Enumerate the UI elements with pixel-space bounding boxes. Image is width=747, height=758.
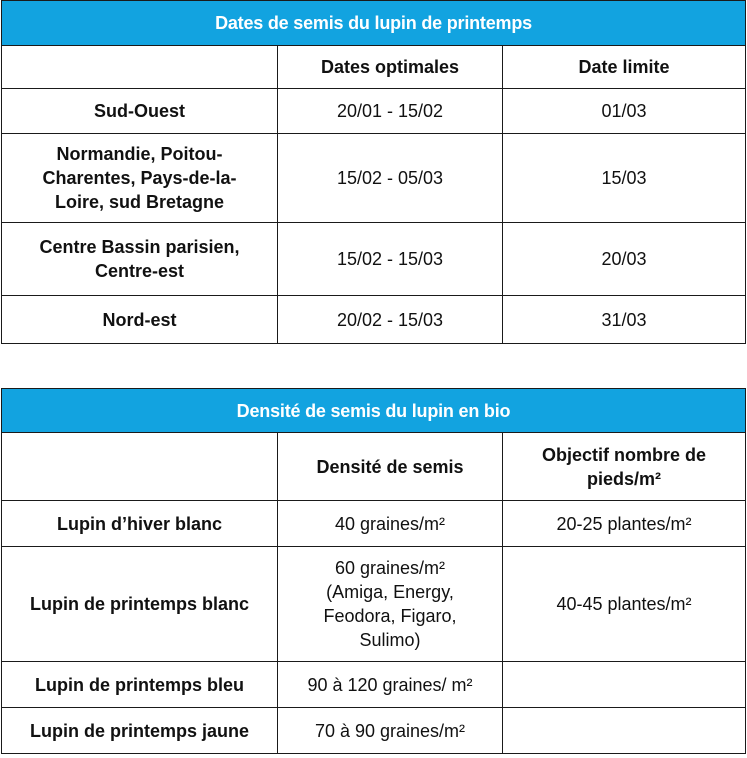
lupin-type-cell: Lupin de printemps jaune	[2, 708, 278, 754]
region-cell: Nord-est	[2, 296, 278, 344]
header-density: Densité de semis	[278, 433, 503, 501]
region-cell: Normandie, Poitou-Charentes, Pays-de-la-Loire, sud Bretagne	[2, 134, 278, 223]
table-row	[2, 662, 746, 708]
lupin-type-cell: Lupin de printemps blanc	[2, 547, 278, 662]
lupin-type-cell: Lupin d’hiver blanc	[2, 501, 278, 547]
header-empty	[2, 46, 278, 89]
limit-date-cell: 01/03	[503, 89, 746, 134]
region-cell: Centre Bassin parisien, Centre-est	[2, 223, 278, 296]
region-cell: Sud-Ouest	[2, 89, 278, 134]
target-cell: 20-25 plantes/m²	[503, 501, 746, 547]
header-empty	[2, 433, 278, 501]
header-limit-date: Date limite	[503, 46, 746, 89]
table-row	[2, 223, 746, 296]
limit-date-cell: 15/03	[503, 134, 746, 223]
density-cell: 70 à 90 graines/m²	[278, 708, 503, 754]
optimal-dates-cell: 15/02 - 15/03	[278, 223, 503, 296]
sowing-dates-table	[1, 0, 746, 344]
density-cell: 40 graines/m²	[278, 501, 503, 547]
header-optimal-dates: Dates optimales	[278, 46, 503, 89]
density-cell: 60 graines/m² (Amiga, Energy, Feodora, Figaro, Sulimo)	[278, 547, 503, 662]
table-row	[2, 547, 746, 662]
sowing-density-table	[1, 388, 746, 754]
table-title: Dates de semis du lupin de printemps	[2, 1, 746, 46]
target-cell: 40-45 plantes/m²	[503, 547, 746, 662]
optimal-dates-cell: 20/01 - 15/02	[278, 89, 503, 134]
table-row	[2, 89, 746, 134]
table-row	[2, 296, 746, 344]
table-row	[2, 134, 746, 223]
optimal-dates-cell: 15/02 - 05/03	[278, 134, 503, 223]
limit-date-cell: 31/03	[503, 296, 746, 344]
target-cell	[503, 708, 746, 754]
table-row	[2, 708, 746, 754]
header-target-plants: Objectif nombre de pieds/m²	[503, 433, 746, 501]
optimal-dates-cell: 20/02 - 15/03	[278, 296, 503, 344]
table-title: Densité de semis du lupin en bio	[2, 389, 746, 433]
target-cell	[503, 662, 746, 708]
table-row	[2, 501, 746, 547]
lupin-type-cell: Lupin de printemps bleu	[2, 662, 278, 708]
density-cell: 90 à 120 graines/ m²	[278, 662, 503, 708]
limit-date-cell: 20/03	[503, 223, 746, 296]
